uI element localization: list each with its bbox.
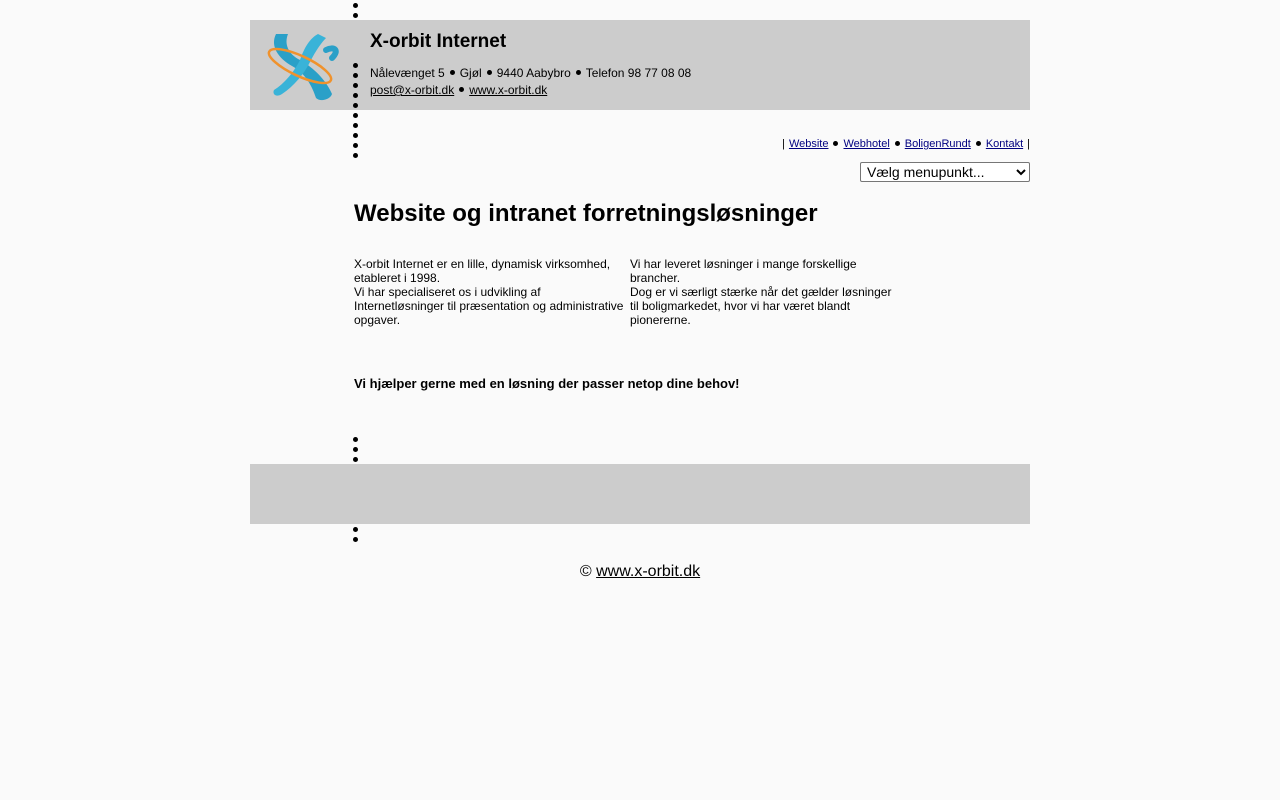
- address-town: Gjøl: [459, 66, 482, 80]
- spacer-bullet: [353, 133, 358, 138]
- spacer-bullet: [353, 123, 358, 128]
- spacer-bullet: [353, 63, 358, 68]
- bullet-separator: [576, 70, 581, 75]
- nav-item-boligenrundt[interactable]: BoligenRundt: [904, 138, 971, 150]
- intro-column-right: [630, 257, 896, 327]
- spacer-bullet: [353, 527, 358, 532]
- intro-paragraph: Vi har leveret løsninger i mange forskellige brancher.: [630, 257, 857, 285]
- spacer-bullet: [353, 103, 358, 108]
- bullet-separator: [450, 70, 455, 75]
- spacer-bullet: [353, 457, 358, 462]
- header-band: [250, 20, 1030, 110]
- bullet-separator: [487, 70, 492, 75]
- spacer-bullet: [353, 83, 358, 88]
- page-title: Website og intranet forretningsløsninger: [354, 200, 818, 227]
- intro-column-left: [354, 257, 626, 327]
- intro-paragraph: Dog er vi særligt stærke når det gælder løsninger til boligmarkedet, hvor vi har været blandt pionererne.: [630, 285, 892, 327]
- copyright-symbol: ©: [579, 563, 592, 580]
- copyright-line: [0, 563, 1280, 581]
- spacer-bullet: [353, 153, 358, 158]
- bullet-separator: [895, 141, 900, 146]
- top-navigation: [782, 138, 1030, 150]
- spacer-bullet: [353, 113, 358, 118]
- spacer-bullet: [353, 447, 358, 452]
- spacer-bullet: [353, 537, 358, 542]
- company-title: X-orbit Internet: [370, 31, 507, 52]
- address-line: [370, 66, 691, 80]
- menu-select[interactable]: [860, 162, 1030, 182]
- footer-band: [250, 464, 1030, 524]
- spacer-bullet: [353, 93, 358, 98]
- bullet-separator: [976, 141, 981, 146]
- nav-pipe: |: [1027, 138, 1030, 150]
- address-postal: 9440 Aabybro: [496, 66, 571, 80]
- intro-paragraph: X-orbit Internet er en lille, dynamisk virksomhed, etableret i 1998.: [354, 257, 611, 285]
- footer-website-link[interactable]: www.x-orbit.dk: [596, 563, 701, 580]
- spacer-bullet: [353, 437, 358, 442]
- contact-line: [370, 83, 547, 97]
- bullet-separator: [459, 87, 464, 92]
- nav-item-website[interactable]: Website: [788, 138, 829, 150]
- address-street: Nålevænget 5: [370, 66, 445, 80]
- spacer-bullet: [353, 143, 358, 148]
- spacer-bullet: [353, 13, 358, 18]
- x-orbit-logo[interactable]: [260, 28, 340, 104]
- spacer-bullet: [353, 3, 358, 8]
- website-link[interactable]: www.x-orbit.dk: [469, 83, 548, 97]
- address-phone: Telefon 98 77 08 08: [585, 66, 692, 80]
- spacer-bullet: [353, 73, 358, 78]
- tagline: Vi hjælper gerne med en løsning der passer netop dine behov!: [354, 376, 740, 391]
- email-link[interactable]: post@x-orbit.dk: [370, 83, 455, 97]
- bullet-separator: [833, 141, 838, 146]
- nav-item-webhotel[interactable]: Webhotel: [843, 138, 890, 150]
- nav-pipe: |: [782, 138, 785, 150]
- intro-paragraph: Vi har specialiseret os i udvikling af Internetløsninger til præsentation og administrative opgaver.: [354, 285, 624, 327]
- nav-item-kontakt[interactable]: Kontakt: [985, 138, 1024, 150]
